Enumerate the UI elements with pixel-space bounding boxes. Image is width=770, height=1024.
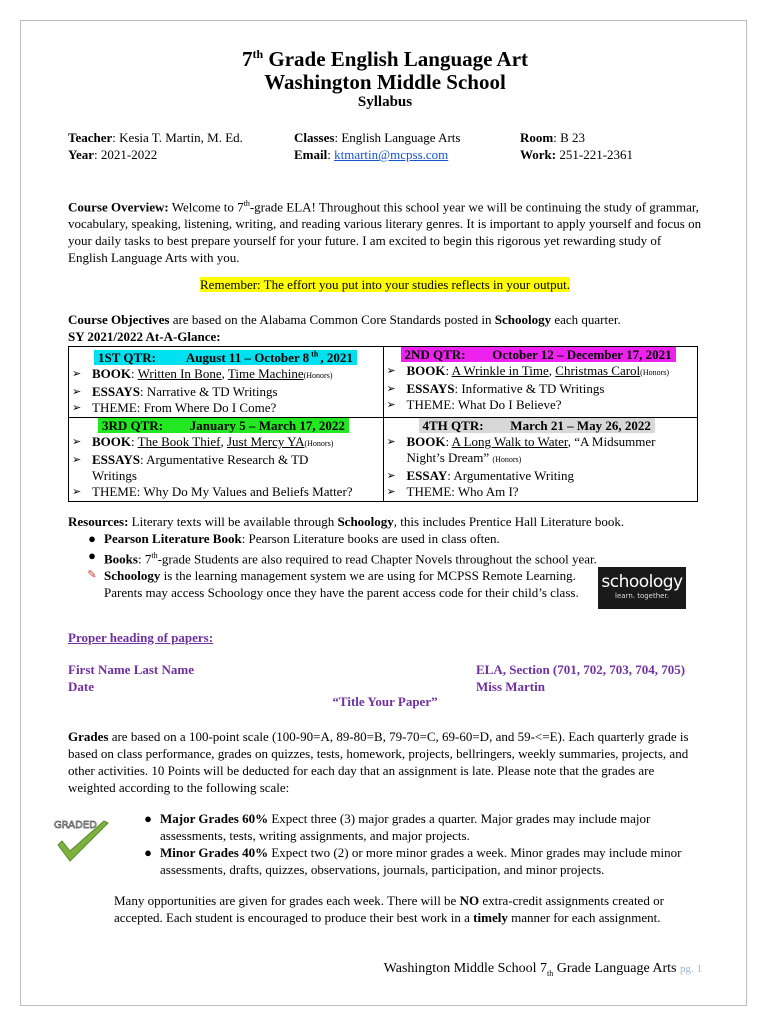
heading-left: First Name Last Name Date xyxy=(68,662,194,694)
at-a-glance-table xyxy=(68,346,698,502)
course-objectives: Course Objectives are based on the Alabama Common Core Standards posted in Schoology each quarter. xyxy=(68,312,621,327)
school-name: Washington Middle School xyxy=(264,70,506,94)
heading-section-title: Proper heading of papers: xyxy=(68,630,214,645)
heading-right: ELA, Section (701, 702, 703, 704, 705) Miss Martin xyxy=(476,662,686,694)
pencil-icon: ✎ xyxy=(87,569,97,582)
teacher-info: Teacher: Kesia T. Martin, M. Ed. Year: 2021-2022 xyxy=(68,130,243,162)
paper-title: “Title Your Paper” xyxy=(332,694,438,709)
list-item: ✎ Schoology is the learning management system we are using for MCPSS Remote Learning. Parents may access Schoology once they have the parent access code for their child’s class. xyxy=(80,567,580,601)
q4-header: 4TH QTR: March 21 – May 26, 2022 xyxy=(387,418,695,434)
grades-paragraph: Grades are based on a 100-point scale (100-90=A, 89-80=B, 79-70=C, 69-60=D, and 59-<=E). Each quarterly grade is based on class performance, grades on quizzes, tests, homework, projects, bellringers, weekly summaries, projects, and other activities. 10 Points will be deducted for each day that an assignment is late. Please note that the grades are weighted according to the following scale: xyxy=(68,729,689,795)
svg-text:GRADED: GRADED xyxy=(54,820,97,831)
q3-cell: 3RD QTR: January 5 – March 17, 2022 ➢ BOOK: The Book Thief, Just Mercy YA(Honors) ➢ ESSAYS: Argumentative Research & TD Writings ➢ THEME: Why Do My Values and Beliefs Matter? xyxy=(69,418,384,502)
grade-weights-list xyxy=(136,810,702,878)
at-a-glance-heading: SY 2021/2022 At-A-Glance: xyxy=(68,329,221,344)
email-link[interactable]: ktmartin@mcpss.com xyxy=(334,147,449,162)
page-footer: Washington Middle School $7_{th}$ Grade Language Arts pg. 1 xyxy=(383,961,702,978)
list-item: ● Minor Grades 40% Expect two (2) or more minor grades a week. Minor grades may include minor assessments, drafts, quizzes, observations, journals, participation, and minor projects. xyxy=(144,845,682,877)
course-overview: Course Overview: Welcome to 7th-grade ELA! Throughout this school year we will be continuing the study of grammar, vocabulary, speaking, listening, writing, and reading various literary genres. It is important to apply yourself and focus on your daily tasks to best prepare yourself for your future. I am excited to begin this rigorous yet rewarding study of English Language Arts with you. xyxy=(68,199,702,266)
room-info: Room: B 23 Work: 251-221-2361 xyxy=(520,130,634,162)
doc-type: Syllabus xyxy=(357,94,413,110)
q4-cell: 4TH QTR: March 21 – May 26, 2022 ➢ BOOK: A Long Walk to Water, “A Midsummer Night’s Dream” (Honors) ➢ ESSAY: Argumentative Writing ➢ THEME: Who Am I? xyxy=(383,418,698,502)
list-item: ● Books: 7th-grade Students are also required to read Chapter Novels throughout the school year. xyxy=(88,548,597,567)
q2-cell: 2ND QTR: October 12 – December 17, 2021 ➢ BOOK: A Wrinkle in Time, Christmas Carol(Honors) ➢ ESSAYS: Informative & TD Writings ➢ THEME: What Do I Believe? xyxy=(383,347,698,418)
q1-cell: 1ST QTR: August 11 – October 8 $^{th}$ , 2021 ➢ BOOK: Written In Bone, Time Machine(Honors) ➢ ESSAYS: Narrative & TD Writings ➢ THEME: From Where Do I Come? xyxy=(69,347,384,418)
list-item: ● Pearson Literature Book: Pearson Literature books are used in class often. xyxy=(88,531,500,546)
q2-header: 2ND QTR: October 12 – December 17, 2021 xyxy=(387,347,695,363)
remember-note: Remember: The effort you put into your studies reflects in your output. xyxy=(200,277,570,292)
q3-header: 3RD QTR: January 5 – March 17, 2022 xyxy=(72,418,380,434)
schoology-logo: schoology learn. together. xyxy=(598,567,686,609)
course-title: 7th Grade English Language Art xyxy=(241,47,529,71)
q1-header: 1ST QTR: August 11 – October 8 $^{th}$ , 2021 xyxy=(72,347,380,366)
resources: Resources: Literary texts will be available through Schoology, this includes Prentice Hall Literature book. xyxy=(68,514,625,529)
class-info: Classes: English Language Arts Email: ktmartin@mcpss.com xyxy=(294,130,461,162)
extra-credit-note: Many opportunities are given for grades each week. There will be NO extra-credit assignments created or accepted. Each student is encouraged to produce their best work in a timely manner for each assignment. xyxy=(114,893,664,925)
graded-check-icon xyxy=(52,815,114,863)
page-number: pg. 1 xyxy=(680,963,702,975)
list-item: ● Major Grades 60% Expect three (3) major grades a quarter. Major grades may include major assessments, tests, writing assignments, and major projects. xyxy=(144,811,651,843)
